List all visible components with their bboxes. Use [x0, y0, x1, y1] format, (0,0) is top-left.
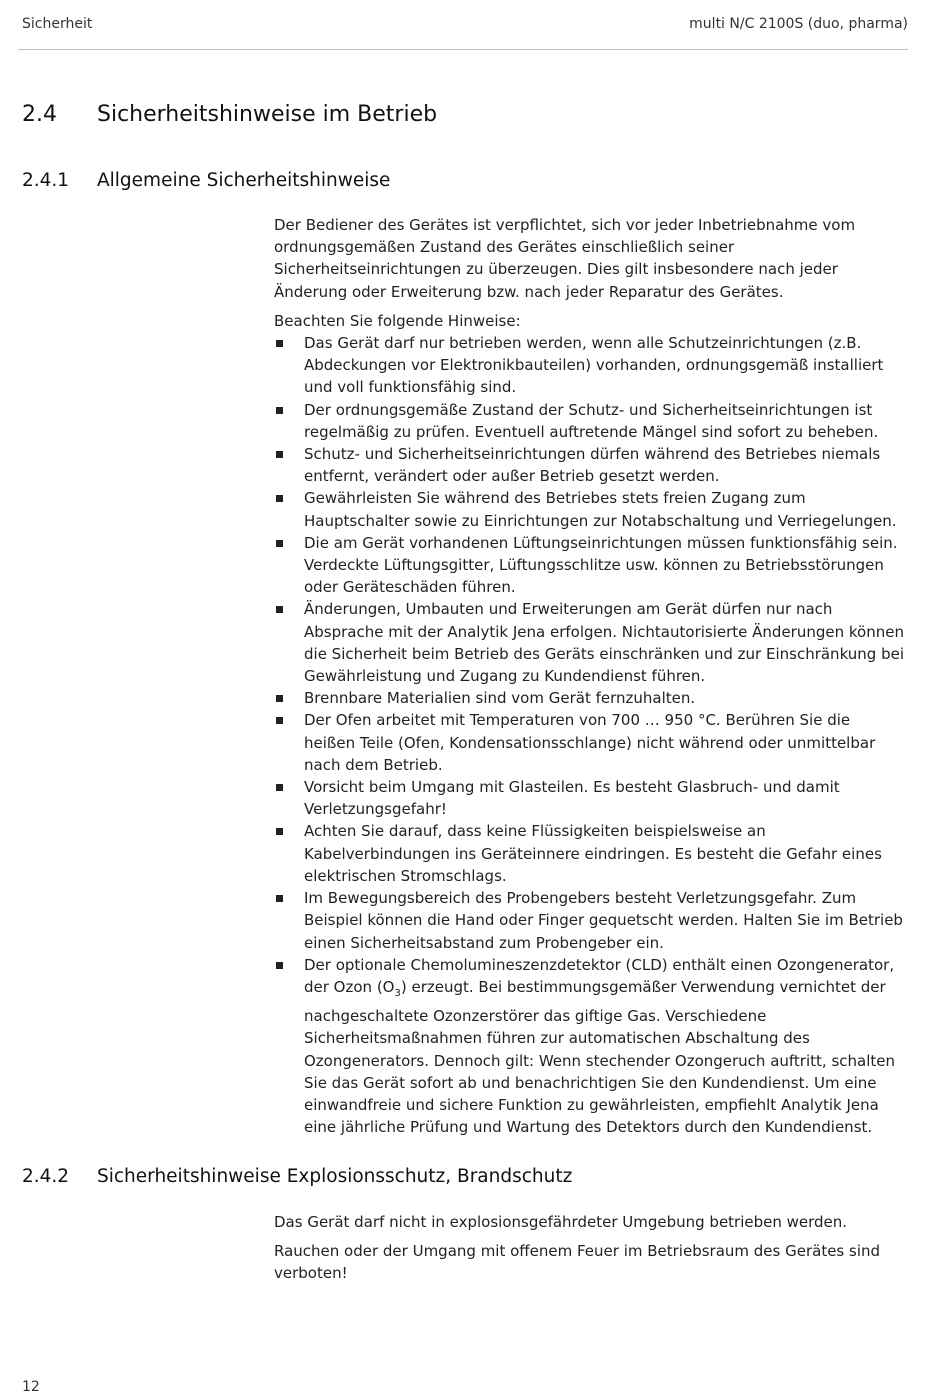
bullet-icon [276, 828, 283, 835]
section-title: Allgemeine Sicherheitshinweise [97, 170, 391, 191]
list-lead: Beachten Sie folgende Hinweise: [274, 311, 521, 330]
list-item: Die am Gerät vorhandenen Lüftungseinrichtungen müssen funktionsfähig sein. Verdeckte Lüftungsgitter, Lüftungsschlitze usw. können zu Betriebsstörungen oder Geräteschäden führen. [274, 532, 904, 599]
bullet-icon [276, 451, 283, 458]
header-product: multi N/C 2100S (duo, pharma) [689, 16, 908, 32]
list-item: Gewährleisten Sie während des Betriebes stets freien Zugang zum Hauptschalter sowie zu Einrichtungen zur Notabschaltung und Verriegelungen. [274, 487, 904, 531]
section-number: 2.4.1 [22, 170, 70, 191]
safety-list [274, 332, 904, 1138]
bullet-icon [276, 962, 283, 969]
section-title: Sicherheitshinweise im Betrieb [97, 102, 438, 127]
list-item: Im Bewegungsbereich des Probengebers besteht Verletzungsgefahr. Zum Beispiel können die Hand oder Finger gequetscht werden. Halten Sie im Betrieb einen Sicherheitsabstand zum Probengeber ein. [274, 887, 904, 954]
header-chapter: Sicherheit [22, 16, 93, 32]
section-2-4-2-heading [22, 1166, 572, 1187]
bullet-icon [276, 340, 283, 347]
section-number: 2.4.2 [22, 1166, 70, 1187]
header-divider [18, 49, 908, 50]
page-number: 12 [22, 1379, 40, 1395]
intro-paragraph: Der Bediener des Gerätes ist verpflichtet, sich vor jeder Inbetriebnahme vom ordnungsgemäßen Zustand des Gerätes einschließlich seiner Sicherheitseinrichtungen zu überzeugen. Dies gilt insbesondere nach jeder Änderung oder Erweiterung bzw. nach jeder Reparatur des Gerätes. [274, 216, 856, 301]
list-item: Brennbare Materialien sind vom Gerät fernzuhalten. [274, 687, 904, 709]
list-item: Das Gerät darf nur betrieben werden, wenn alle Schutzeinrichtungen (z.B. Abdeckungen vor Elektronikbauteilen) vorhanden, ordnungsgemäß installiert und voll funktionsfähig sind. [274, 332, 904, 399]
section-title: Sicherheitshinweise Explosionsschutz, Brandschutz [97, 1166, 573, 1187]
page-header [22, 16, 908, 36]
section-2-4-2-body [274, 1211, 904, 1285]
list-item: Vorsicht beim Umgang mit Glasteilen. Es besteht Glasbruch- und damit Verletzungsgefahr! [274, 776, 904, 820]
list-item: Änderungen, Umbauten und Erweiterungen am Gerät dürfen nur nach Absprache mit der Analytik Jena erfolgen. Nichtautorisierte Änderungen können die Sicherheit beim Betrieb des Geräts einschränken und zur Einschränkung bei Gewährleistung und Zugang zu Kundendienst führen. [274, 598, 904, 687]
section-2-4-1-heading [22, 170, 390, 191]
bullet-icon [276, 695, 283, 702]
section-2-4-1-body [274, 214, 904, 1138]
list-item: Der Ofen arbeitet mit Temperaturen von 700 … 950 °C. Berühren Sie die heißen Teile (Ofen, Kondensationsschlange) nicht während oder unmittelbar nach dem Betrieb. [274, 709, 904, 776]
bullet-icon [276, 606, 283, 613]
list-item: Der ordnungsgemäße Zustand der Schutz- und Sicherheitseinrichtungen ist regelmäßig zu prüfen. Eventuell auftretende Mängel sind sofort zu beheben. [274, 399, 904, 443]
subscript: 3 [394, 987, 401, 999]
bullet-icon [276, 495, 283, 502]
bullet-icon [276, 407, 283, 414]
list-item: Schutz- und Sicherheitseinrichtungen dürfen während des Betriebes niemals entfernt, verändert oder außer Betrieb gesetzt werden. [274, 443, 904, 487]
list-item-ozone: Der optionale Chemolumineszenzdetektor (CLD) enthält einen Ozongenerator, der Ozon $(O_3)$ erzeugt. Bei bestimmungsgemäßer Verwendung vernichtet der nachgeschaltete Ozonzerstörer das giftige Gas. Verschiedene Sicherheitsmaßnahmen führen zur automatischen Abschaltung des Ozongenerators. Dennoch gilt: Wenn stechender Ozongeruch auftritt, schalten Sie das Gerät sofort ab und benachrichtigen Sie den Kundendienst. Um eine einwandfreie und sichere Funktion zu gewährleisten, empfiehlt Analytik Jena eine jährliche Prüfung und Wartung des Detektors durch den Kundendienst. [274, 954, 904, 1139]
section-2-4-heading [22, 102, 437, 127]
bullet-icon [276, 784, 283, 791]
list-item: Achten Sie darauf, dass keine Flüssigkeiten beispielsweise an Kabelverbindungen ins Geräteinnere eindringen. Es besteht die Gefahr eines elektrischen Stromschlags. [274, 820, 904, 887]
fire-paragraph: Rauchen oder der Umgang mit offenem Feuer im Betriebsraum des Gerätes sind verboten! [274, 1242, 881, 1283]
bullet-icon [276, 895, 283, 902]
bullet-icon [276, 540, 283, 547]
bullet-icon [276, 717, 283, 724]
explosion-paragraph: Das Gerät darf nicht in explosionsgefährdeter Umgebung betrieben werden. [274, 1213, 848, 1231]
section-number: 2.4 [22, 102, 57, 127]
